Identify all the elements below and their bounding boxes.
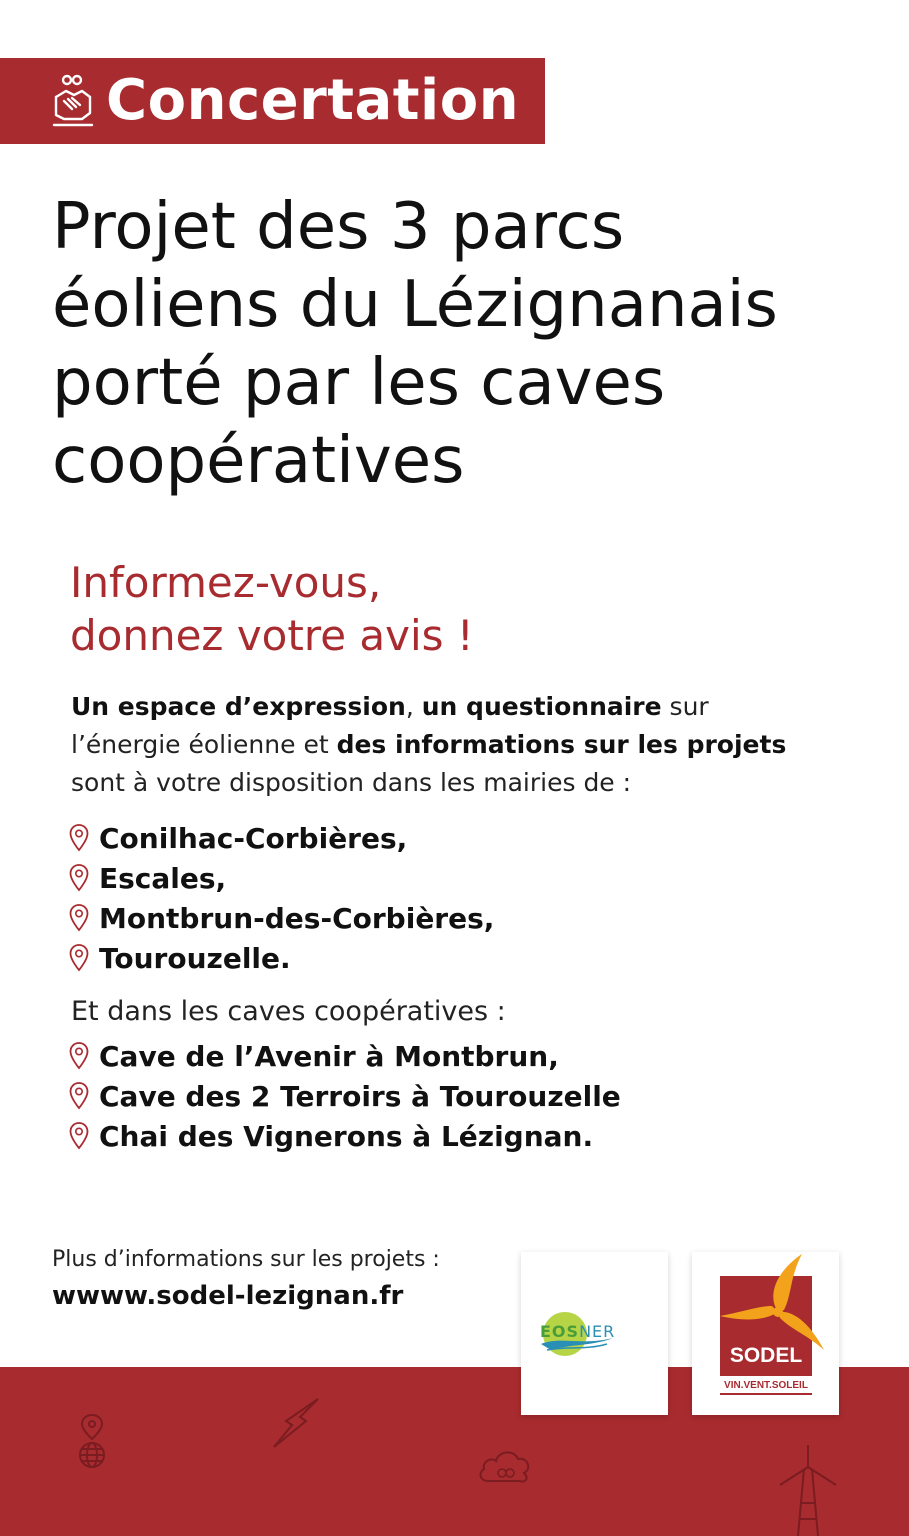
title-line: Projet des 3 parcs	[52, 190, 625, 264]
location-pin-icon	[68, 943, 90, 973]
location-pin-icon	[68, 863, 90, 893]
sodel-tagline: VIN.VENT.SOLEIL	[720, 1380, 812, 1395]
mairie-name: Montbrun-des-Corbières,	[99, 901, 495, 935]
list-item	[68, 1036, 621, 1076]
mairie-name: Escales,	[99, 861, 227, 895]
location-pin-icon	[68, 903, 90, 933]
subtitle-line: Informez-vous,	[70, 558, 382, 607]
page-title	[52, 188, 872, 500]
cave-name: Chai des Vignerons à Lézignan.	[99, 1119, 594, 1153]
location-pin-icon	[68, 823, 90, 853]
list-item	[68, 938, 494, 978]
title-line: éoliens du Lézignanais	[52, 268, 778, 342]
eosner-logo-text	[540, 1322, 615, 1341]
subtitle-line: donnez votre avis !	[70, 611, 474, 660]
intro-line-3: sont à votre disposition dans les mairies de :	[71, 768, 632, 797]
cave-name: Cave de l’Avenir à Montbrun,	[99, 1039, 559, 1073]
globe-pin-icon	[74, 1413, 110, 1469]
caves-intro: Et dans les caves coopératives :	[71, 996, 506, 1027]
intro-line-2	[71, 726, 861, 764]
eos-part: EOS	[540, 1322, 580, 1341]
mairie-name: Tourouzelle.	[99, 941, 291, 975]
intro-text: l’énergie éolienne et	[71, 730, 337, 759]
sodel-logo	[692, 1252, 839, 1415]
mairies-list	[68, 818, 494, 978]
intro-paragraph	[71, 688, 861, 802]
list-item	[68, 858, 494, 898]
intro-sep: ,	[405, 692, 422, 721]
title-line: coopératives	[52, 424, 465, 498]
more-info-label: Plus d’informations sur les projets :	[52, 1247, 440, 1272]
intro-bold-questionnaire: un questionnaire	[421, 692, 662, 721]
location-pin-icon	[68, 1121, 90, 1151]
sodel-name: SODEL	[729, 1344, 803, 1367]
co2-cloud-icon	[476, 1443, 534, 1485]
title-line: porté par les caves	[52, 346, 666, 420]
list-item	[68, 1116, 621, 1156]
intro-bold-expression: Un espace d’expression	[71, 692, 406, 721]
subtitle	[70, 556, 474, 662]
location-pin-icon	[68, 1041, 90, 1071]
ner-part: NER	[579, 1322, 616, 1341]
intro-line-1	[71, 688, 861, 726]
eosner-logo	[521, 1252, 668, 1415]
intro-text: sur	[661, 692, 709, 721]
mairie-name: Conilhac-Corbières,	[99, 821, 408, 855]
caves-list	[68, 1036, 621, 1156]
list-item	[68, 898, 494, 938]
list-item	[68, 818, 494, 858]
cave-name: Cave des 2 Terroirs à Tourouzelle	[99, 1079, 621, 1113]
list-item	[68, 1076, 621, 1116]
website-link[interactable]: wwww.sodel-lezignan.fr	[52, 1281, 404, 1311]
intro-bold-informations: des informations sur les projets	[336, 730, 787, 759]
handshake-icon	[52, 73, 94, 131]
wind-turbine-icon	[770, 1443, 846, 1536]
location-pin-icon	[68, 1081, 90, 1111]
banner-label: Concertation	[106, 68, 520, 133]
lightning-icon	[270, 1397, 322, 1449]
sodel-logo-box	[720, 1276, 812, 1376]
concertation-banner	[0, 58, 545, 144]
